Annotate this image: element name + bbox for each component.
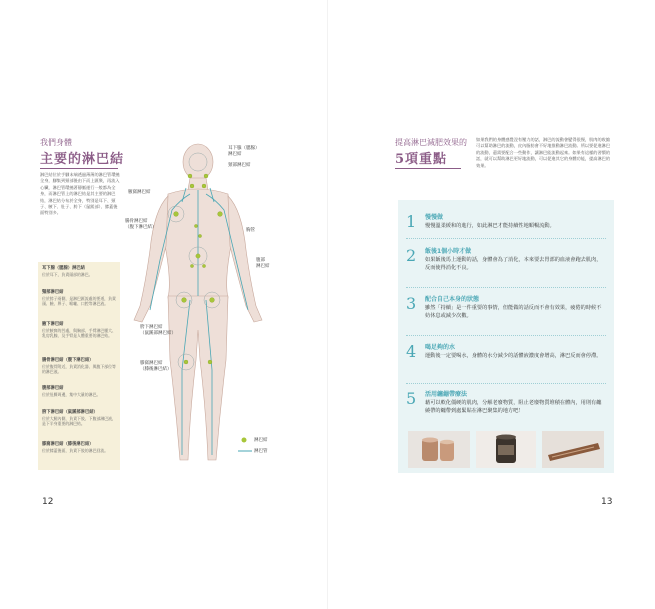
note-title: 腹部淋巴結 [42,386,64,391]
right-intro: 如果我們的身體感覺沒有壓力的話，淋巴的流動會變得很慢，肌肉的收縮可以幫助淋巴的流動，皮內脂肪會不好地推動淋巴流動。所以要促進淋巴的流動，還需要配合一些動作，讓淋巴能流動起來。如果有這樣的習慣的話，就可以幫助淋巴更好地流動，可以促進其它的身體功能，提高淋巴的效果。 [476,137,611,168]
label-abdominal-node [256,258,270,269]
note-item [42,410,118,426]
green-node-icon [238,437,250,443]
note-item [42,266,118,277]
note-item [42,322,118,338]
note-title: 腸骨淋巴結（腹下淋巴結） [42,358,94,363]
note-item [42,358,118,374]
note-title: 頸部淋巴結 [42,290,64,295]
tip-desc: 慢慢溫柔緩和的進行，如此淋巴才能持續性地順暢流動。 [425,223,555,229]
label-text: 腹部 淋巴結 [256,258,270,269]
wrapped-jar-photo [476,431,536,468]
tip-number: 5 [406,389,417,408]
tip-desc: 藉可以軟化僵硬的肌肉，分解老廢物質，阻止老廢物質堆積在體內，用則有纏繞帶的纏帶到處緊貼在淋巴聚集的地方吧！ [425,400,602,414]
tip-desc: 如果飯後馬上運動的話，身體會為了消化，本來要去胃部的血液會跑去肌肉，反而使得消化不良。 [425,257,602,271]
label-text: 頸部淋巴結 [228,163,251,168]
tip-number: 4 [406,342,417,361]
tip-title: 活用纏繃帶療法 [425,391,468,398]
blue-line-icon [238,448,252,454]
tip-title: 飯後1個小時才做 [425,248,472,255]
left-title: 主要的淋巴結 [40,152,125,167]
bandage-roll-photo [408,431,470,468]
tip-desc: 雖然「持續」是一件重要的事情，但能做的話反而不會有效果，疲倦的時候不妨休息或減少次數。 [425,305,602,319]
label-text: 胸管 [246,228,255,233]
note-desc: 位於腹骨附近，負責消化器、與腹下部位等的淋巴液。 [42,364,116,375]
tip-number: 1 [406,212,417,231]
legend-node [236,436,296,444]
note-desc: 位於肚臍周邊，集中大量的淋巴。 [42,392,101,397]
note-title: 腋下淋巴結 [42,322,64,327]
tip-divider [406,238,606,240]
note-desc: 位於腋窩的凹處，與胸部、手臂淋巴腫大、乳房乳腺、及手臂是人體重要的淋巴結。 [42,328,116,339]
tip-divider [406,383,606,385]
page-number-left: 12 [42,497,54,507]
tip-title: 喝足夠的水 [425,344,456,351]
tip-divider [406,335,606,337]
tip-number: 2 [406,246,417,265]
label-neck-node [228,163,251,169]
label-groin-node [140,325,176,336]
legend-label: 淋巴管 [254,449,268,454]
label-armpit-node [128,190,151,196]
tip-title: 慢慢做 [425,214,444,221]
label-thoracic-duct [246,228,255,234]
tip-desc: 運動後一定要喝水，身體的水分減少的話體液濃度會增高，淋巴反而會停滯。 [425,353,602,359]
note-desc: 位於大腿內側，負責下肢、下腹部淋巴液，是下半身重要的淋巴結。 [42,416,116,427]
note-title: 耳下腺（腮腺）淋巴結 [42,266,85,271]
photo-strip [408,431,604,468]
right-title: 5項重點 [395,152,448,167]
tip-divider [406,287,606,289]
right-kicker: 提高淋巴減肥效果的 [395,138,467,147]
note-desc: 位於耳下，負責頭部的淋巴。 [42,272,93,277]
lymph-notes-box [38,262,120,470]
note-item [42,442,118,453]
tip-title: 配合自己本身的狀態 [425,296,480,303]
note-desc: 位於膝蓋後面，負責下肢的淋巴回流。 [42,448,109,453]
legend-label: 淋巴結 [254,438,268,443]
note-desc: 位於脖子兩側，是淋巴匯流處的要道，負責頭、臉、鼻子、喉嚨、口腔等淋巴液。 [42,296,116,307]
page-number-right: 13 [601,497,613,507]
label-text: 膝窩淋巴結 （膝後淋巴結） [140,361,172,372]
label-text: 腋窩淋巴結 [128,190,151,195]
label-iliac-node [125,219,157,230]
note-item [42,290,118,306]
label-text: 腸骨淋巴結 （腹下淋巴結） [125,219,157,230]
right-title-rule [395,168,461,169]
label-knee-node [140,361,172,372]
right-page [328,0,655,609]
legend-vessel [236,447,296,455]
note-title: 胯下淋巴結（鼠蹊部淋巴結） [42,410,98,415]
left-intro: 淋巴結位於手腳末端透過薄薄的淋巴管環繞全身，腳集到頸部後由下而上匯聚，再流入心臟，淋巴管環繞著靜脈運行一般都為全身，而淋巴管上的淋巴結是其主要的淋巴結，淋巴結分布於全身，特別是耳下、頸子、腋下、肚子、胯下（鼠蹊部）、膝蓋後面特別多。 [40,172,120,216]
label-text: 胯下淋巴結 （鼠蹊部淋巴結） [140,325,176,336]
left-title-rule [40,168,118,169]
note-item [42,386,118,397]
label-ear-node [228,146,260,157]
bandage-strip-photo [542,431,604,468]
label-text: 耳下腺（腮腺） 淋巴結 [228,146,260,157]
note-title: 膝窩淋巴結（膝後淋巴結） [42,442,94,447]
left-page [0,0,327,609]
tip-number: 3 [406,294,417,313]
tips-panel [398,200,614,473]
left-kicker: 我們身體 [40,138,72,147]
